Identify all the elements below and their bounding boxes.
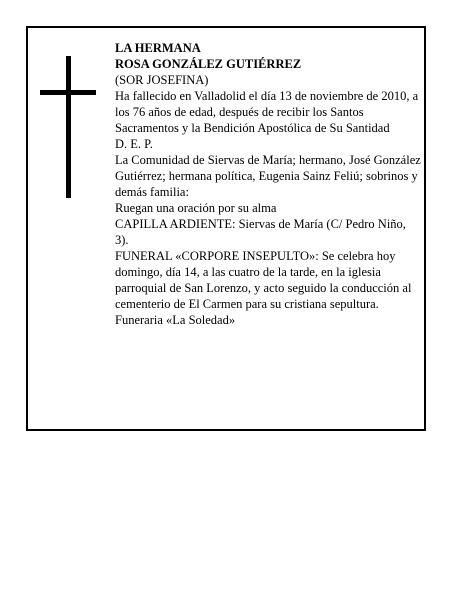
dep-text: D. E. P. (115, 137, 153, 151)
cross-vertical-bar (66, 56, 71, 198)
religious-name: (SOR JOSEFINA) (115, 73, 209, 87)
chapel-info: CAPILLA ARDIENTE: Siervas de María (C/ Pedro Niño, 3). (115, 217, 406, 247)
family-text: La Comunidad de Siervas de María; hermano, José González Gutiérrez; hermana política, Eugenia Sainz Feliú; sobrinos y demás familia: (115, 153, 421, 199)
title-line-1: LA HERMANA (115, 41, 201, 55)
deceased-name: ROSA GONZÁLEZ GUTIÉRREZ (115, 57, 302, 71)
cross-horizontal-bar (40, 90, 96, 95)
obituary-text (115, 40, 421, 328)
obituary-notice (26, 26, 426, 431)
cross-icon (40, 56, 96, 198)
funeral-home: Funeraria «La Soledad» (115, 313, 236, 327)
death-announcement: Ha fallecido en Valladolid el día 13 de noviembre de 2010, a los 76 años de edad, después de recibir los Santos Sacramentos y la Bendición Apostólica de Su Santidad (115, 89, 419, 135)
prayer-request: Ruegan una oración por su alma (115, 201, 277, 215)
funeral-info: FUNERAL «CORPORE INSEPULTO»: Se celebra hoy domingo, día 14, a las cuatro de la tarde, en la iglesia parroquial de San Lorenzo, y acto seguido la conducción al cementerio de El Carmen para su cristiana sepultura. (115, 249, 412, 311)
